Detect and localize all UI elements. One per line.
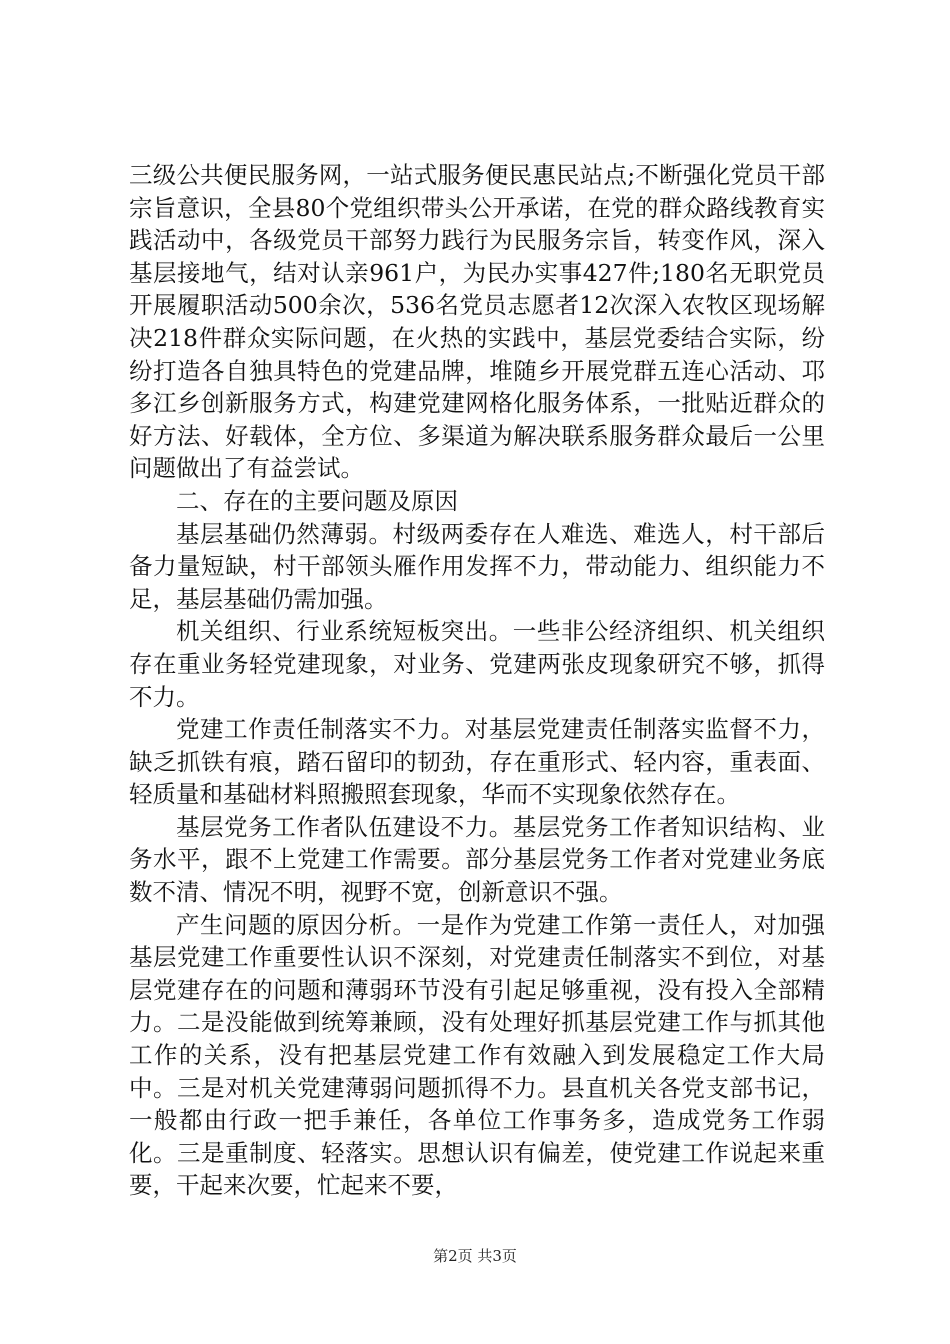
page-number-footer: 第2页 共3页 (433, 1247, 517, 1265)
paragraph: 产生问题的原因分析。一是作为党建工作第一责任人，对加强基层党建工作重要性认识不深刻，对党建责任制落实不到位，对基层党建存在的问题和薄弱环节没有引起足够重视，没有投入全部精力。二是没能做到统筹兼顾，没有处理好抓基层党建工作与抓其他工作的关系，没有把基层党建工作有效融入到发展稳定工作大局中。三是对机关党建薄弱问题抓得不力。县直机关各党支部书记，一般都由行政一把手兼任，各单位工作事务多，造成党务工作弱化。三是重制度、轻落实。思想认识有偏差，使党建工作说起来重要，干起来次要，忙起来不要， (129, 910, 825, 1200)
paragraph-continuation: 三级公共便民服务网，一站式服务便民惠民站点;不断强化党员干部宗旨意识，全县80个党组织带头公开承诺，在党的群众路线教育实践活动中，各级党员干部努力践行为民服务宗旨，转变作风，深入基层接地气，结对认亲961户，为民办实事427件;180名无职党员开展履职活动500余次，536名党员志愿者12次深入农牧区现场解决218件群众实际问题，在火热的实践中，基层党委结合实际，纷纷打造各自独具特色的党建品牌，堆随乡开展党群五连心活动、邛多江乡创新服务方式，构建党建网格化服务体系，一批贴近群众的好方法、好载体，全方位、多渠道为解决联系服务群众最后一公里问题做出了有益尝试。 (129, 161, 825, 483)
paragraph: 党建工作责任制落实不力。对基层党建责任制落实监督不力，缺乏抓铁有痕，踏石留印的韧劲，存在重形式、轻内容，重表面、轻质量和基础材料照搬照套现象，华而不实现象依然存在。 (129, 715, 825, 809)
paragraph: 基层党务工作者队伍建设不力。基层党务工作者知识结构、业务水平，跟不上党建工作需要。部分基层党务工作者对党建业务底数不清、情况不明，视野不宽，创新意识不强。 (129, 812, 825, 907)
paragraph: 基层基础仍然薄弱。村级两委存在人难选、难选人，村干部后备力量短缺，村干部领头雁作用发挥不力，带动能力、组织能力不足，基层基础仍需加强。 (129, 519, 825, 613)
body-text (129, 159, 825, 1202)
section-heading: 二、存在的主要问题及原因 (176, 486, 458, 515)
paragraph: 机关组织、行业系统短板突出。一些非公经济组织、机关组织存在重业务轻党建现象，对业务、党建两张皮现象研究不够，抓得不力。 (129, 617, 825, 711)
